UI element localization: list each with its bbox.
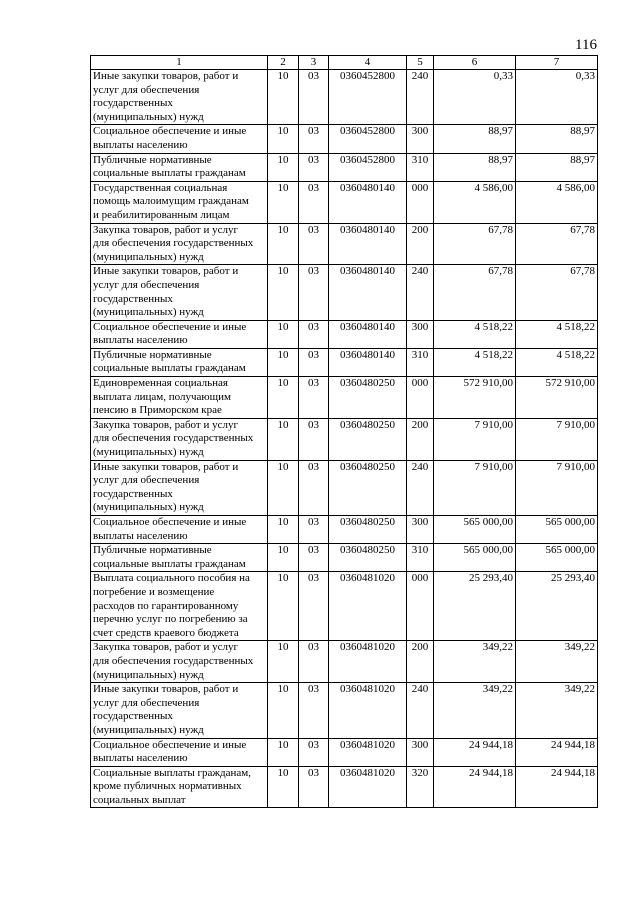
row-name-line: счет средств краевого бюджета — [93, 626, 239, 639]
table-row — [91, 223, 598, 265]
row-name-line: государственных — [93, 97, 173, 110]
section-code: 10 — [268, 683, 299, 738]
row-name-line: (муниципальных) нужд — [93, 501, 204, 514]
row-name-line: Единовременная социальная — [93, 377, 228, 390]
subsection-code: 03 — [299, 738, 329, 766]
section-code: 10 — [268, 377, 299, 419]
amount-col-7: 565 000,00 — [516, 544, 598, 572]
target-article-code: 0360480140 — [329, 320, 407, 348]
target-article-code: 0360452800 — [329, 70, 407, 125]
table-row — [91, 572, 598, 641]
row-name-line: для обеспечения государственных — [93, 237, 254, 250]
table-row — [91, 265, 598, 320]
row-name-line: выплата лицам, получающим — [93, 390, 231, 403]
subsection-code: 03 — [299, 572, 329, 641]
row-name — [91, 223, 268, 265]
header-col-6: 6 — [434, 56, 516, 70]
row-name — [91, 516, 268, 544]
expense-type-code: 240 — [407, 265, 434, 320]
table-row — [91, 320, 598, 348]
expense-type-code: 000 — [407, 377, 434, 419]
amount-col-6: 4 586,00 — [434, 181, 516, 223]
row-name-line: государственных — [93, 292, 173, 305]
amount-col-6: 349,22 — [434, 641, 516, 683]
table-row — [91, 181, 598, 223]
row-name-line: Закупка товаров, работ и услуг — [93, 223, 238, 236]
row-name-line: Выплата социального пособия на — [93, 572, 250, 585]
row-name-line: выплаты населению — [93, 529, 188, 542]
row-name-line: услуг для обеспечения — [93, 83, 200, 96]
row-name-line: выплаты населению — [93, 752, 188, 765]
amount-col-6: 4 518,22 — [434, 320, 516, 348]
row-name — [91, 377, 268, 419]
section-code: 10 — [268, 738, 299, 766]
row-name-line: (муниципальных) нужд — [93, 723, 204, 736]
amount-col-7: 67,78 — [516, 223, 598, 265]
subsection-code: 03 — [299, 125, 329, 153]
target-article-code: 0360480140 — [329, 181, 407, 223]
target-article-code: 0360481020 — [329, 641, 407, 683]
row-name-line: (муниципальных) нужд — [93, 306, 204, 319]
row-name — [91, 265, 268, 320]
row-name-line: расходов по гарантированному — [93, 599, 239, 612]
row-name — [91, 348, 268, 376]
row-name — [91, 544, 268, 572]
section-code: 10 — [268, 348, 299, 376]
amount-col-7: 4 518,22 — [516, 348, 598, 376]
header-col-3: 3 — [299, 56, 329, 70]
expense-type-code: 200 — [407, 418, 434, 460]
page-number: 116 — [575, 37, 597, 53]
expense-type-code: 300 — [407, 738, 434, 766]
subsection-code: 03 — [299, 377, 329, 419]
subsection-code: 03 — [299, 418, 329, 460]
row-name — [91, 766, 268, 808]
row-name-line: (муниципальных) нужд — [93, 110, 204, 123]
table-row — [91, 125, 598, 153]
amount-col-6: 7 910,00 — [434, 418, 516, 460]
row-name-line: Социальное обеспечение и иные — [93, 125, 247, 138]
target-article-code: 0360480250 — [329, 460, 407, 515]
row-name-line: Закупка товаров, работ и услуг — [93, 641, 238, 654]
section-code: 10 — [268, 641, 299, 683]
amount-col-6: 88,97 — [434, 125, 516, 153]
subsection-code: 03 — [299, 265, 329, 320]
row-name-line: услуг для обеспечения — [93, 278, 200, 291]
amount-col-6: 25 293,40 — [434, 572, 516, 641]
target-article-code: 0360480140 — [329, 265, 407, 320]
row-name-line: услуг для обеспечения — [93, 474, 200, 487]
row-name-line: погребение и возмещение — [93, 585, 215, 598]
subsection-code: 03 — [299, 460, 329, 515]
target-article-code: 0360480250 — [329, 516, 407, 544]
amount-col-7: 88,97 — [516, 153, 598, 181]
amount-col-6: 24 944,18 — [434, 738, 516, 766]
row-name-line: Публичные нормативные — [93, 153, 212, 166]
expense-type-code: 200 — [407, 641, 434, 683]
section-code: 10 — [268, 125, 299, 153]
subsection-code: 03 — [299, 181, 329, 223]
row-name-line: (муниципальных) нужд — [93, 446, 204, 459]
row-name — [91, 738, 268, 766]
amount-col-6: 565 000,00 — [434, 516, 516, 544]
amount-col-6: 67,78 — [434, 265, 516, 320]
header-col-7: 7 — [516, 56, 598, 70]
target-article-code: 0360452800 — [329, 153, 407, 181]
amount-col-7: 24 944,18 — [516, 766, 598, 808]
row-name-line: Иные закупки товаров, работ и — [93, 70, 239, 82]
subsection-code: 03 — [299, 641, 329, 683]
amount-col-6: 67,78 — [434, 223, 516, 265]
row-name-line: перечню услуг по погребению за — [93, 613, 248, 626]
amount-col-7: 565 000,00 — [516, 516, 598, 544]
section-code: 10 — [268, 418, 299, 460]
expense-type-code: 000 — [407, 181, 434, 223]
subsection-code: 03 — [299, 766, 329, 808]
section-code: 10 — [268, 223, 299, 265]
amount-col-7: 349,22 — [516, 641, 598, 683]
table-row — [91, 516, 598, 544]
table-row — [91, 418, 598, 460]
header-col-1: 1 — [91, 56, 268, 70]
amount-col-7: 349,22 — [516, 683, 598, 738]
row-name-line: Социальное обеспечение и иные — [93, 320, 247, 333]
expense-type-code: 000 — [407, 572, 434, 641]
table-row — [91, 641, 598, 683]
row-name-line: Иные закупки товаров, работ и — [93, 460, 239, 473]
expense-type-code: 310 — [407, 544, 434, 572]
row-name-line: Социальное обеспечение и иные — [93, 516, 247, 528]
target-article-code: 0360480250 — [329, 544, 407, 572]
table-row — [91, 70, 598, 125]
amount-col-7: 24 944,18 — [516, 738, 598, 766]
subsection-code: 03 — [299, 70, 329, 125]
section-code: 10 — [268, 544, 299, 572]
table-row — [91, 460, 598, 515]
header-col-5: 5 — [407, 56, 434, 70]
row-name-line: Публичные нормативные — [93, 544, 212, 557]
amount-col-7: 4 518,22 — [516, 320, 598, 348]
row-name-line: пенсию в Приморском крае — [93, 404, 222, 417]
row-name-line: Закупка товаров, работ и услуг — [93, 418, 238, 431]
row-name-line: социальные выплаты гражданам — [93, 557, 246, 570]
row-name — [91, 125, 268, 153]
amount-col-7: 25 293,40 — [516, 572, 598, 641]
amount-col-6: 88,97 — [434, 153, 516, 181]
target-article-code: 0360481020 — [329, 766, 407, 808]
row-name-line: услуг для обеспечения — [93, 696, 200, 709]
table-row — [91, 348, 598, 376]
amount-col-6: 24 944,18 — [434, 766, 516, 808]
subsection-code: 03 — [299, 348, 329, 376]
amount-col-7: 4 586,00 — [516, 181, 598, 223]
row-name-line: (муниципальных) нужд — [93, 668, 204, 681]
row-name — [91, 320, 268, 348]
expense-type-code: 320 — [407, 766, 434, 808]
table-row — [91, 544, 598, 572]
target-article-code: 0360480140 — [329, 348, 407, 376]
section-code: 10 — [268, 766, 299, 808]
row-name-line: помощь малоимущим гражданам — [93, 195, 249, 208]
amount-col-6: 0,33 — [434, 70, 516, 125]
row-name-line: выплаты населению — [93, 138, 188, 151]
row-name-line: государственных — [93, 487, 173, 500]
section-code: 10 — [268, 320, 299, 348]
amount-col-7: 67,78 — [516, 265, 598, 320]
subsection-code: 03 — [299, 544, 329, 572]
row-name — [91, 153, 268, 181]
row-name — [91, 572, 268, 641]
expense-type-code: 240 — [407, 683, 434, 738]
row-name-line: Иные закупки товаров, работ и — [93, 265, 239, 278]
row-name-line: Социальные выплаты гражданам, — [93, 766, 251, 779]
amount-col-7: 7 910,00 — [516, 418, 598, 460]
subsection-code: 03 — [299, 153, 329, 181]
row-name-line: для обеспечения государственных — [93, 432, 254, 445]
amount-col-7: 0,33 — [516, 70, 598, 125]
section-code: 10 — [268, 572, 299, 641]
amount-col-6: 572 910,00 — [434, 377, 516, 419]
expense-type-code: 300 — [407, 516, 434, 544]
expense-type-code: 310 — [407, 348, 434, 376]
section-code: 10 — [268, 70, 299, 125]
subsection-code: 03 — [299, 516, 329, 544]
subsection-code: 03 — [299, 320, 329, 348]
row-name — [91, 641, 268, 683]
target-article-code: 0360481020 — [329, 738, 407, 766]
row-name — [91, 460, 268, 515]
expense-type-code: 300 — [407, 320, 434, 348]
target-article-code: 0360480250 — [329, 418, 407, 460]
expense-type-code: 240 — [407, 460, 434, 515]
section-code: 10 — [268, 181, 299, 223]
amount-col-6: 7 910,00 — [434, 460, 516, 515]
table-row — [91, 766, 598, 808]
section-code: 10 — [268, 460, 299, 515]
row-name-line: социальных выплат — [93, 793, 186, 806]
row-name-line: Социальное обеспечение и иные — [93, 738, 247, 751]
header-col-4: 4 — [329, 56, 407, 70]
amount-col-6: 4 518,22 — [434, 348, 516, 376]
expense-type-code: 310 — [407, 153, 434, 181]
row-name — [91, 70, 268, 125]
target-article-code: 0360481020 — [329, 683, 407, 738]
subsection-code: 03 — [299, 223, 329, 265]
subsection-code: 03 — [299, 683, 329, 738]
table-row — [91, 153, 598, 181]
row-name-line: Государственная социальная — [93, 181, 228, 194]
row-name-line: (муниципальных) нужд — [93, 250, 204, 263]
target-article-code: 0360452800 — [329, 125, 407, 153]
table-row — [91, 738, 598, 766]
budget-table — [90, 55, 598, 808]
amount-col-7: 7 910,00 — [516, 460, 598, 515]
target-article-code: 0360480140 — [329, 223, 407, 265]
section-code: 10 — [268, 153, 299, 181]
amount-col-6: 565 000,00 — [434, 544, 516, 572]
table-body — [91, 70, 598, 808]
row-name-line: государственных — [93, 710, 173, 723]
row-name-line: Иные закупки товаров, работ и — [93, 683, 239, 696]
row-name — [91, 181, 268, 223]
row-name — [91, 683, 268, 738]
table-row — [91, 683, 598, 738]
target-article-code: 0360480250 — [329, 377, 407, 419]
row-name-line: Публичные нормативные — [93, 348, 212, 361]
target-article-code: 0360481020 — [329, 572, 407, 641]
amount-col-7: 572 910,00 — [516, 377, 598, 419]
row-name-line: социальные выплаты гражданам — [93, 362, 246, 375]
amount-col-6: 349,22 — [434, 683, 516, 738]
amount-col-7: 88,97 — [516, 125, 598, 153]
row-name-line: кроме публичных нормативных — [93, 780, 242, 793]
header-col-2: 2 — [268, 56, 299, 70]
header-row — [91, 56, 598, 70]
row-name-line: и реабилитированным лицам — [93, 208, 230, 221]
row-name-line: для обеспечения государственных — [93, 654, 254, 667]
expense-type-code: 240 — [407, 70, 434, 125]
section-code: 10 — [268, 265, 299, 320]
row-name-line: социальные выплаты гражданам — [93, 167, 246, 180]
row-name-line: выплаты населению — [93, 334, 188, 347]
table-row — [91, 377, 598, 419]
expense-type-code: 300 — [407, 125, 434, 153]
expense-type-code: 200 — [407, 223, 434, 265]
section-code: 10 — [268, 516, 299, 544]
row-name — [91, 418, 268, 460]
